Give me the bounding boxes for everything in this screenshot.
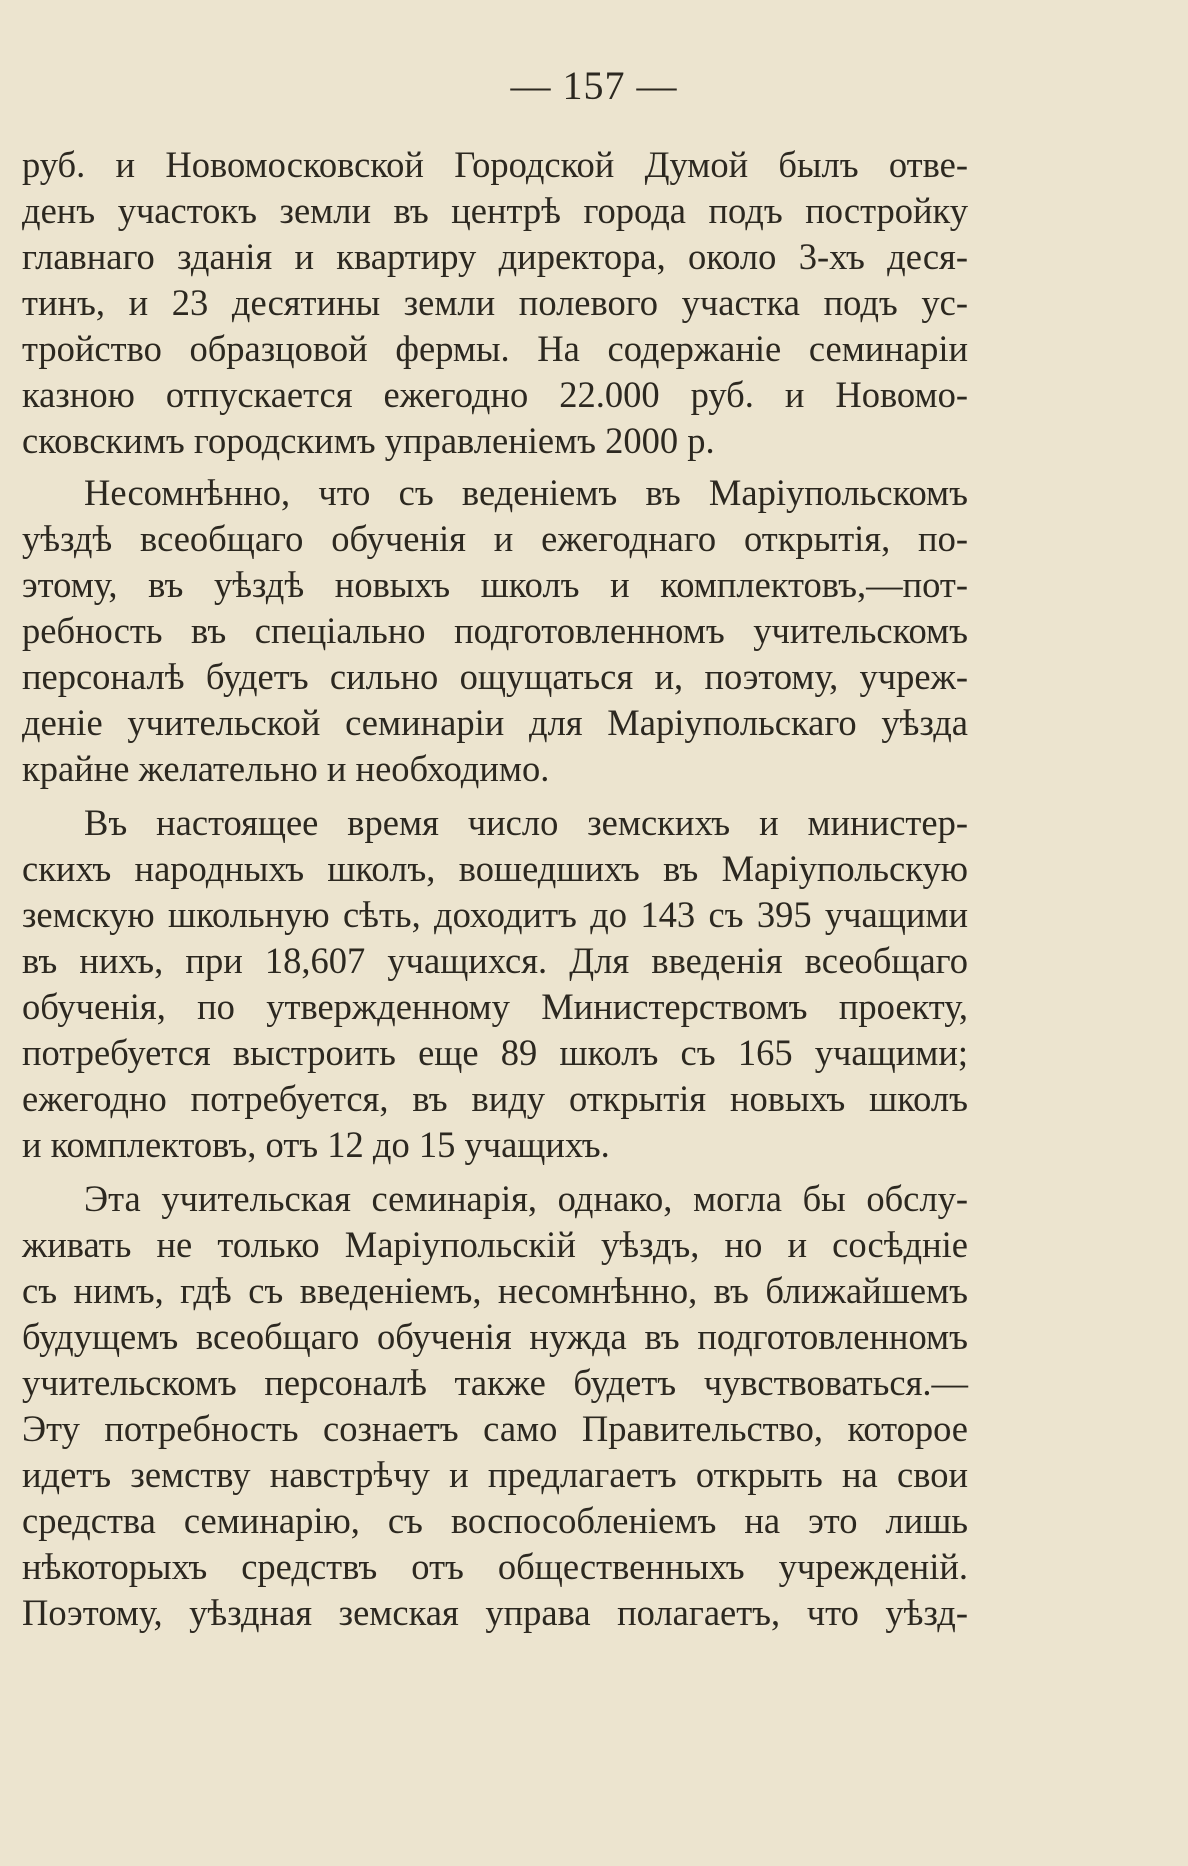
text-line: потребуется выстроить еще 89 школъ съ 165 учащими; <box>22 1032 968 1073</box>
text-line: персоналѣ будетъ сильно ощущаться и, поэтому, учреж- <box>22 656 968 697</box>
text-line: руб. и Новомосковской Городской Думой былъ отве- <box>22 144 968 185</box>
paragraph-2 <box>22 470 968 792</box>
text-line: ежегодно потребуется, въ виду открытія новыхъ школъ <box>22 1078 968 1119</box>
text-line: крайне желательно и необходимо. <box>22 748 550 789</box>
text-line: обученія, по утвержденному Министерствомъ проекту, <box>22 986 968 1027</box>
text-line: казною отпускается ежегодно 22.000 руб. и Новомо- <box>22 374 968 415</box>
text-line: Поэтому, уѣздная земская управа полагаетъ, что уѣзд- <box>22 1592 968 1633</box>
text-line: этому, въ уѣздѣ новыхъ школъ и комплектовъ,—пот- <box>22 564 968 605</box>
text-line: уѣздѣ всеобщаго обученія и ежегоднаго открытія, по- <box>22 518 968 559</box>
paragraph-4 <box>22 1176 968 1636</box>
text-line: земскую школьную сѣть, доходитъ до 143 съ 395 учащими <box>22 894 968 935</box>
text-line: Эта учительская семинарія, однако, могла бы обслу- <box>84 1178 968 1219</box>
page-number: — 157 — <box>510 63 678 108</box>
text-line: идетъ земству навстрѣчу и предлагаетъ открыть на свои <box>22 1454 968 1495</box>
text-line: сковскимъ городскимъ управленіемъ 2000 р. <box>22 420 715 461</box>
text-line: тройство образцовой фермы. На содержаніе семинаріи <box>22 328 968 369</box>
text-line: и комплектовъ, отъ 12 до 15 учащихъ. <box>22 1124 610 1165</box>
text-line: нѣкоторыхъ средствъ отъ общественныхъ учрежденій. <box>22 1546 968 1587</box>
paragraph-1 <box>22 142 968 464</box>
paragraph-3 <box>22 800 968 1168</box>
text-line: Въ настоящее время число земскихъ и министер- <box>84 802 968 843</box>
text-line: въ нихъ, при 18,607 учащихся. Для введенія всеобщаго <box>22 940 968 981</box>
text-line: Несомнѣнно, что съ веденіемъ въ Маріупольскомъ <box>84 472 968 513</box>
text-line: денъ участокъ земли въ центрѣ города подъ постройку <box>22 190 968 231</box>
text-line: деніе учительской семинаріи для Маріупольскаго уѣзда <box>22 702 968 743</box>
text-line: скихъ народныхъ школъ, вошедшихъ въ Маріупольскую <box>22 848 968 889</box>
text-line: ребность въ спеціально подготовленномъ учительскомъ <box>22 610 968 651</box>
text-line: средства семинарію, съ воспособленіемъ на это лишь <box>22 1500 968 1541</box>
text-line: главнаго зданія и квартиру директора, около 3-хъ деся- <box>22 236 968 277</box>
text-line: тинъ, и 23 десятины земли полевого участка подъ ус- <box>22 282 968 323</box>
text-line: Эту потребность сознаетъ само Правительство, которое <box>22 1408 968 1449</box>
text-line: будущемъ всеобщаго обученія нужда въ подготовленномъ <box>22 1316 968 1357</box>
text-line: живать не только Маріупольскій уѣздъ, но и сосѣдніе <box>22 1224 968 1265</box>
text-line: съ нимъ, гдѣ съ введеніемъ, несомнѣнно, въ ближайшемъ <box>22 1270 968 1311</box>
text-line: учительскомъ персоналѣ также будетъ чувствоваться.— <box>22 1362 968 1403</box>
